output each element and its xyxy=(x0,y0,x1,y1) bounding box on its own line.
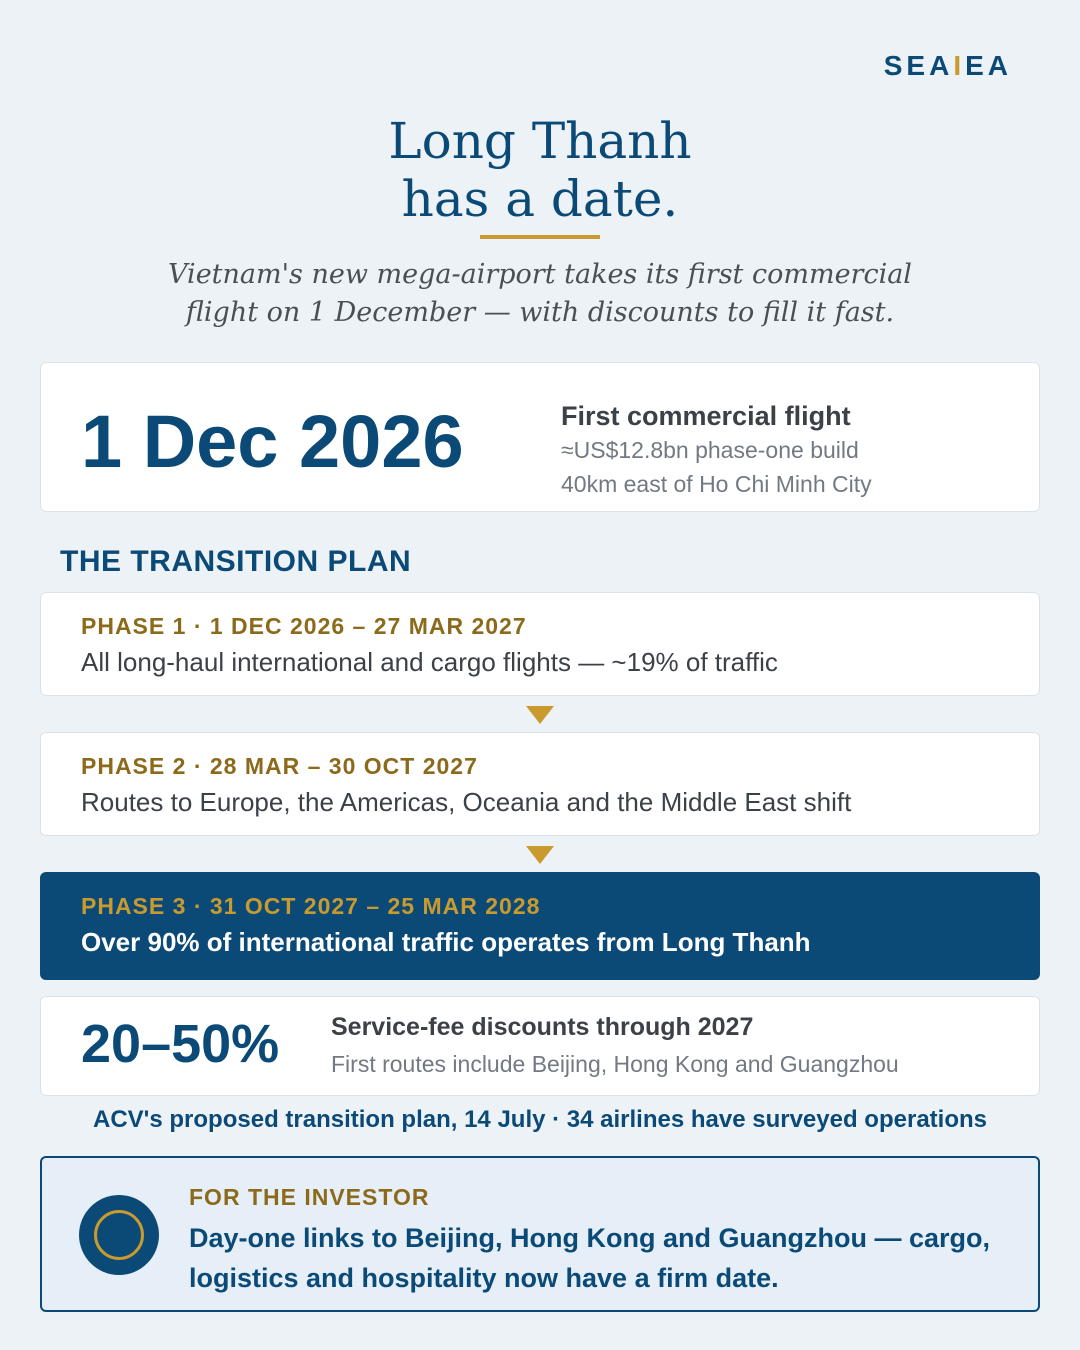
phase-2-card xyxy=(40,732,1040,836)
section-title: THE TRANSITION PLAN xyxy=(60,545,412,578)
discount-heading: Service-fee discounts through 2027 xyxy=(331,1013,754,1041)
ring-icon xyxy=(94,1210,144,1260)
discount-value: 20–50% xyxy=(81,1014,280,1074)
opening-date-card xyxy=(40,362,1040,512)
down-arrow-icon xyxy=(526,706,554,724)
down-arrow-icon xyxy=(526,846,554,864)
opening-date-heading: First commercial flight xyxy=(561,401,851,431)
page-title xyxy=(0,112,1080,228)
source-note: ACV's proposed transition plan, 14 July · 34 airlines have surveyed operations xyxy=(93,1106,987,1133)
phase-1-description: All long-haul international and cargo flights — ~19% of traffic xyxy=(81,647,778,677)
opening-date: 1 Dec 2026 xyxy=(81,400,464,483)
title-line-2: has a date. xyxy=(401,170,679,228)
title-divider xyxy=(480,235,600,239)
airport-location: 40km east of Ho Chi Minh City xyxy=(561,471,872,497)
opening-date-info xyxy=(561,399,872,501)
phase-2-description: Routes to Europe, the Americas, Oceania and the Middle East shift xyxy=(81,787,852,817)
page-subtitle xyxy=(0,256,1080,332)
investor-text: Day-one links to Beijing, Hong Kong and Guangzhou — cargo, logistics and hospitality now have a firm date. xyxy=(189,1223,991,1293)
subtitle-line-2: flight on 1 December — with discounts to fill it fast. xyxy=(185,297,895,328)
brand-logo xyxy=(884,50,1012,82)
phase-1-label: PHASE 1 · 1 DEC 2026 – 27 MAR 2027 xyxy=(81,613,527,639)
investor-callout xyxy=(40,1156,1040,1312)
build-cost: ≈US$12.8bn phase-one build xyxy=(561,437,859,463)
discount-routes: First routes include Beijing, Hong Kong and Guangzhou xyxy=(331,1051,899,1077)
logo-bar: I xyxy=(953,50,966,81)
title-line-1: Long Thanh xyxy=(388,112,692,170)
circle-badge-icon xyxy=(79,1195,159,1275)
phase-3-description: Over 90% of international traffic operates from Long Thanh xyxy=(81,927,811,957)
investor-label: FOR THE INVESTOR xyxy=(189,1184,430,1210)
logo-left: SEA xyxy=(883,50,954,81)
phase-3-card xyxy=(40,872,1040,980)
phase-3-label: PHASE 3 · 31 OCT 2027 – 25 MAR 2028 xyxy=(81,893,541,919)
subtitle-line-1: Vietnam's new mega-airport takes its first commercial xyxy=(168,259,912,290)
logo-right: EA xyxy=(965,50,1012,81)
phase-2-label: PHASE 2 · 28 MAR – 30 OCT 2027 xyxy=(81,753,478,779)
discount-card xyxy=(40,996,1040,1096)
phase-1-card xyxy=(40,592,1040,696)
